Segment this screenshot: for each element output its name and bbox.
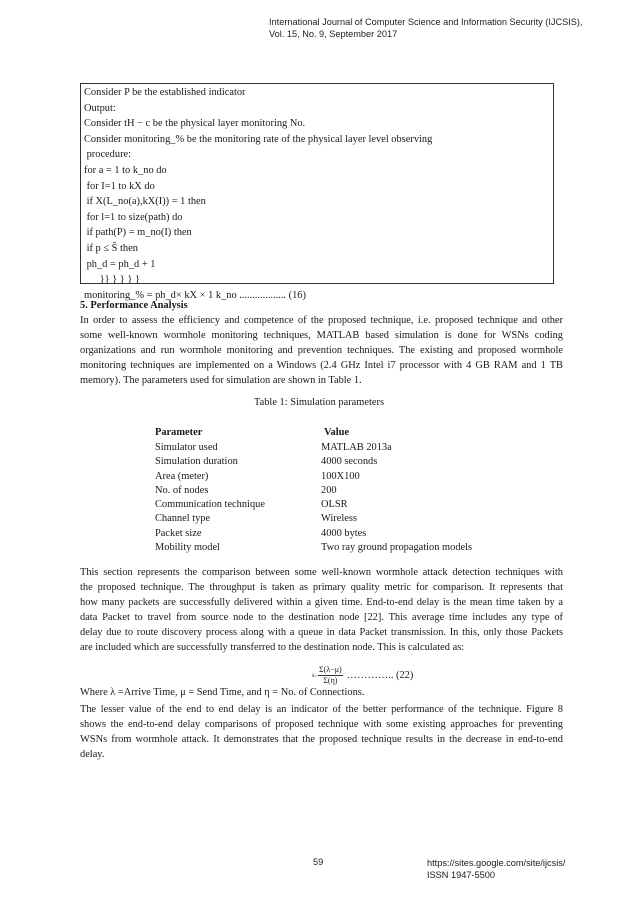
formula-fraction [318, 665, 343, 686]
algorithm-line: Consider monitoring_% be the monitoring rate of the physical layer level observing [84, 133, 433, 145]
paragraph-line: how many packets are successfully delivered within a given time. End-to-end delay is the mean time taken by a [80, 597, 563, 609]
delay-formula [312, 665, 413, 686]
algorithm-line: procedure: [84, 149, 132, 161]
paragraph-line: WSNs from wormhole attack. It demonstrates that the proposed technique results in the decrease in end-to-end [80, 734, 563, 746]
table-caption: Table 1: Simulation parameters [254, 397, 384, 408]
algorithm-box [80, 83, 554, 301]
equation-number: ………….. (22) [346, 670, 414, 681]
formula-denominator: Σ(η) [323, 676, 338, 685]
algorithm-line: ph_d = ph_d + 1 [84, 258, 156, 270]
table-cell-value: MATLAB 2013a [321, 442, 392, 453]
footer-issn: ISSN 1947-5500 [427, 870, 495, 880]
algorithm-line: if X(L_no(a),kX(I)) = 1 then [84, 196, 206, 208]
algorithm-line: if path(P) = m_no(I) then [84, 227, 192, 239]
paragraph-line: delay due to route discovery process along with a queue in data Packet transmission. In this, only those Packets [80, 627, 563, 639]
table-row [155, 498, 472, 512]
table-cell-parameter: Channel type [155, 513, 211, 525]
algorithm-line: monitoring_% = ph_d× kX × 1 k_no .................. (16) [84, 289, 306, 301]
table-cell-parameter: Packet size [155, 527, 202, 539]
algorithm-line: Output: [84, 102, 116, 114]
table-cell-parameter: No. of nodes [155, 484, 209, 496]
journal-header [269, 16, 583, 40]
table-cell-parameter: Area (meter) [155, 470, 209, 482]
formula-numerator: Σ(λ−μ) [319, 665, 342, 674]
paragraph-line: are included which are successfully transferred to the destination node. This is calculated as: [80, 642, 465, 654]
table-header-row [155, 425, 472, 441]
table-cell-value: Two ray ground propagation models [321, 542, 473, 554]
paragraph-line: data Packet to travel from source node to the destination node [22]. This average time includes any type of [80, 612, 563, 624]
table-cell-parameter: Simulator used [155, 442, 218, 453]
table-cell-parameter: Mobility model [155, 542, 220, 554]
paragraph-line: the proposed technique. The throughput is taken as primary quality metric for comparison. It represents that [80, 582, 563, 594]
column-header-value: Value [324, 427, 350, 438]
paragraph-line: memory). The parameters used for simulation are shown in Table 1. [80, 375, 362, 387]
paragraph-line: monitoring techniques are implemented on a Windows (2.4 GHz Intel i7 processor with 4 GB RAM and 1 TB [80, 360, 563, 372]
table-row [155, 512, 472, 526]
algorithm-line: for I=1 to kX do [84, 180, 155, 192]
paragraph-comparison [80, 565, 563, 656]
table-row [155, 470, 472, 484]
footer-url: https://sites.google.com/site/ijcsis/ [427, 858, 566, 868]
algorithm-line: }} } } } } [84, 274, 140, 286]
page-number: 59 [313, 857, 324, 867]
formula-lhs: δ₌ [312, 673, 317, 679]
table-row [155, 484, 472, 498]
paragraph-line: In order to assess the efficiency and competence of the proposed technique, i.e. proposed technique and other [80, 315, 563, 326]
section-heading: 5. Performance Analysis [80, 300, 188, 311]
table-row [155, 441, 472, 455]
algorithm-line: Consider tH − c be the physical layer monitoring No. [84, 118, 306, 130]
journal-header-line1: International Journal of Computer Science and Information Security (IJCSIS), [269, 17, 583, 27]
paragraph-line: delay. [80, 749, 105, 761]
table-cell-value: 200 [321, 484, 337, 496]
algorithm-line: for l=1 to size(path) do [84, 211, 183, 223]
paragraph-line: The lesser value of the end to end delay is an indicator of the better performance of the technique. Figure 8 [80, 704, 563, 715]
formula-definitions: Where λ =Arrive Time, μ = Send Time, and η = No. of Connections. [80, 687, 365, 698]
table-row [155, 527, 472, 541]
simulation-parameters-table [155, 425, 472, 555]
paragraph-performance-intro [80, 313, 563, 388]
table-cell-parameter: Simulation duration [155, 456, 238, 468]
paragraph-delay-results [80, 702, 563, 762]
journal-header-line2: Vol. 15, No. 9, September 2017 [269, 29, 398, 39]
table-row [155, 455, 472, 469]
algorithm-line: if p ≤ Ŝ then [84, 242, 138, 254]
column-header-parameter: Parameter [155, 427, 203, 438]
table-cell-value: 4000 bytes [321, 527, 367, 539]
paragraph-line: organizations and run wormhole monitoring and prevention techniques. The existing and proposed wormhole [80, 345, 563, 357]
table-row [155, 541, 472, 555]
algorithm-line: for a = 1 to k_no do [84, 164, 167, 176]
table-cell-value: Wireless [321, 513, 357, 525]
table-cell-value: 100X100 [321, 470, 360, 482]
paragraph-line: some well-known wormhole monitoring techniques, MATLAB based simulation is done for WSNs coding [80, 330, 563, 342]
table-cell-value: 4000 seconds [321, 456, 378, 468]
paragraph-line: shows the end-to-end delay comparisons of proposed technique with some existing approaches for preventing [80, 719, 563, 731]
table-cell-value: OLSR [321, 499, 348, 511]
footer-info [427, 857, 565, 881]
algorithm-line: Consider P be the established indicator [84, 87, 246, 98]
paragraph-line: This section represents the comparison between some well-known wormhole attack detection techniques with [80, 567, 563, 578]
table-cell-parameter: Communication technique [155, 499, 265, 511]
